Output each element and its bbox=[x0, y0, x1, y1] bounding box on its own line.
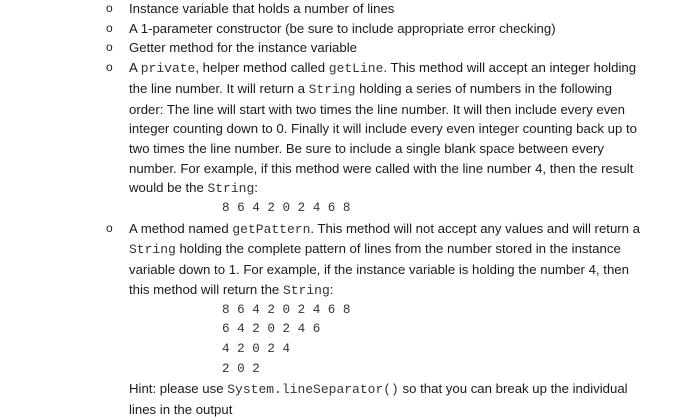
bullet-marker: o bbox=[106, 60, 113, 75]
list-item bbox=[0, 219, 700, 380]
bullet-marker: o bbox=[106, 1, 113, 15]
item-text: Instance variable that holds a number of lines bbox=[129, 1, 395, 16]
code-method-name: getLine bbox=[328, 61, 384, 77]
pattern-line: 2 0 2 bbox=[222, 361, 260, 376]
bullet-marker: o bbox=[106, 20, 113, 35]
code-type: String bbox=[282, 282, 330, 298]
list-item bbox=[0, 19, 700, 39]
example-pattern-block bbox=[129, 301, 642, 380]
code-keyword: private bbox=[140, 61, 196, 77]
list-item bbox=[0, 0, 700, 19]
item-text: A private, helper method called getLine. This method will accept an integer holding the line number. It will return a String holding a series of numbers in the following order: The line will start with two times the line number. It will then include every even integer counting down to 0. Finally it will include every even integer counting back up to two times the line number. Be sure to include a single blank space between every number. For example, if this method were called with the line number 4, then the result would be the String: bbox=[129, 60, 638, 197]
hint-paragraph: Hint: please use System.lineSeparator() so that you can break up the individual lines in the output bbox=[129, 381, 628, 418]
code-type: String bbox=[129, 242, 176, 258]
code-type: String bbox=[207, 181, 255, 197]
pattern-line: 8 6 4 2 0 2 4 6 8 bbox=[222, 302, 351, 317]
pattern-line: 4 2 0 2 4 bbox=[222, 341, 291, 356]
list-item bbox=[0, 38, 700, 58]
item-text: Getter method for the instance variable bbox=[129, 40, 357, 56]
item-text: A 1-parameter constructor (be sure to include appropriate error checking) bbox=[129, 20, 556, 36]
bullet-marker: o bbox=[106, 220, 113, 235]
example-output-line: 8 6 4 2 0 2 4 6 8 bbox=[222, 201, 351, 216]
pattern-line: 6 4 2 0 2 4 6 bbox=[222, 322, 321, 337]
item-text: A method named getPattern. This method will not accept any values and will return a String holding the complete pattern of lines from the number stored in the instance variable down to 1. For example, if the instance variable is holding the number 4, then this method will return the String: bbox=[129, 220, 641, 298]
code-type: String bbox=[308, 81, 356, 97]
bullet-marker: o bbox=[106, 40, 113, 55]
code-method-name: getPattern bbox=[232, 221, 311, 237]
code-method-call: System.lineSeparator() bbox=[227, 382, 399, 398]
list-item bbox=[0, 58, 700, 219]
